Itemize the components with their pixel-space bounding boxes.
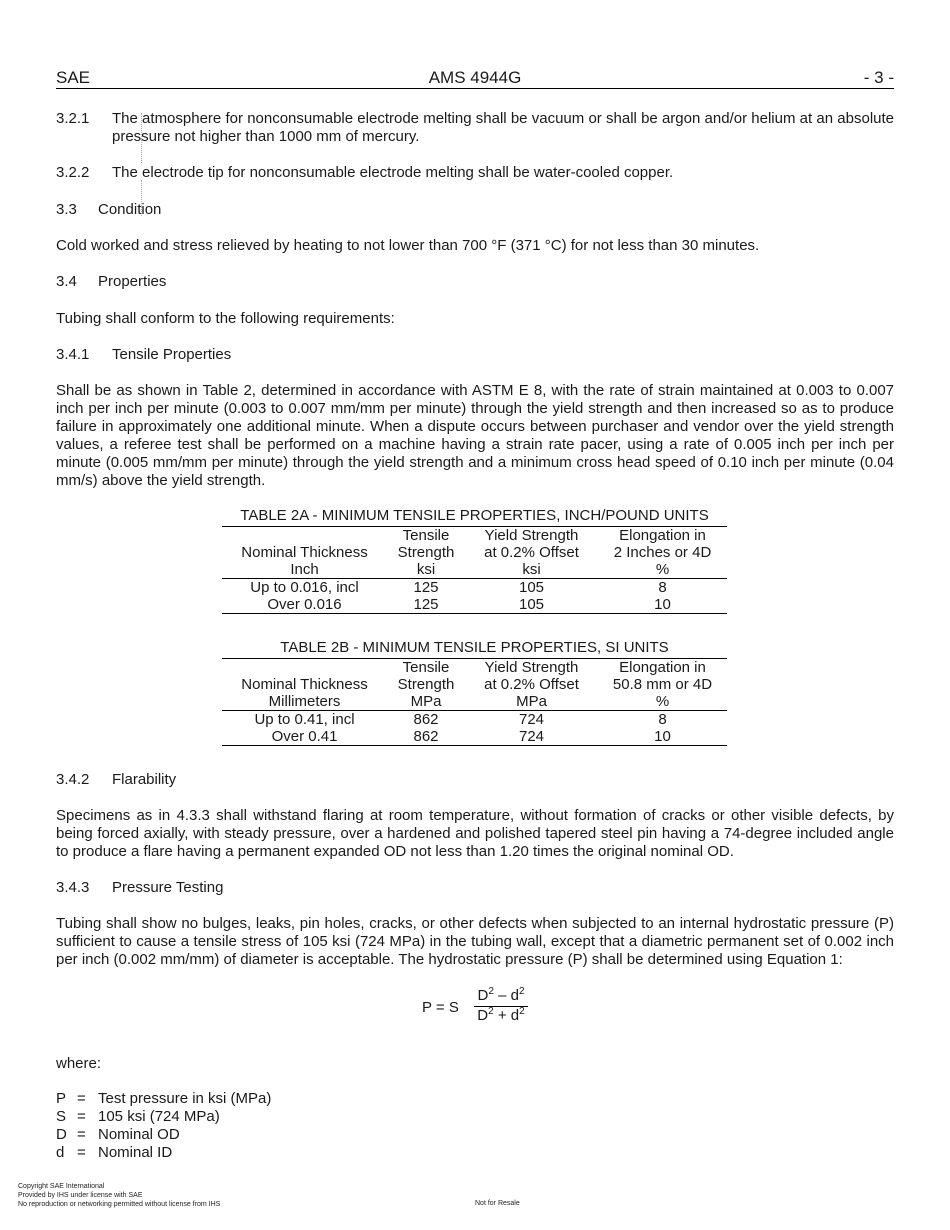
- table-header-cell: ksi: [465, 561, 598, 579]
- section-number: 3.4: [56, 273, 77, 290]
- section-3-4-1-text: Shall be as shown in Table 2, determined in accordance with ASTM E 8, with the rate of strain maintained at 0.003 to 0.007 inch per inch per minute (0.003 to 0.007 mm/mm per minute) through the yield strength and then increased so as to produce failure in approximately one additional minute. When a dispute occurs between purchaser and vendor over the yield strength values, a referee test shall be performed on a machine having a strain rate pacer, using a rate of 0.005 inch per inch per minute (0.005 mm/mm per minute) through the yield strength and a minimum cross head speed of 0.10 inch per minute (0.04 mm/s) above the yield strength.: [56, 382, 894, 489]
- section-text: The atmosphere for nonconsumable electrode melting shall be vacuum or shall be argon and/or helium at an absolute pressure not higher than 1000 mm of mercury.: [112, 110, 894, 145]
- table-cell: 105: [465, 596, 598, 614]
- section-3-3-text: Cold worked and stress relieved by heating to not lower than 700 °F (371 °C) for not less than 30 minutes.: [56, 237, 760, 254]
- section-3-2-2: [56, 164, 894, 182]
- table-header-cell: 2 Inches or 4D: [613, 544, 712, 561]
- section-text: The electrode tip for nonconsumable electrode melting shall be water-cooled copper.: [112, 164, 674, 181]
- table-header-cell: Nominal Thickness: [241, 544, 368, 561]
- section-3-4-3-text: Tubing shall show no bulges, leaks, pin holes, cracks, or other defects when subjected to an internal hydrostatic pressure (P) sufficient to cause a tensile stress of 105 ksi (724 MPa) in the tubing wall, except that a diametric permanent set of 0.002 inch per inch (0.002 mm/mm) of diameter is acceptable. The hydrostatic pressure (P) shall be determined using Equation 1:: [56, 915, 894, 968]
- table-row: [222, 728, 727, 746]
- section-3-4-text: Tubing shall conform to the following requirements:: [56, 310, 395, 327]
- table-header-cell: Millimeters: [222, 693, 387, 711]
- equation-numerator: $D^2 - d^2$: [474, 987, 528, 1007]
- table-cell: 10: [598, 728, 727, 746]
- table-header-cell: [222, 527, 387, 545]
- variable-symbol: S: [56, 1108, 67, 1125]
- section-number: 3.4.2: [56, 771, 90, 788]
- footer-provider: Provided by IHS under license with SAE: [18, 1192, 143, 1199]
- section-title: Tensile Properties: [112, 346, 232, 363]
- footer-resale: Not for Resale: [475, 1200, 520, 1207]
- table-cell: Up to 0.41, incl: [254, 711, 355, 728]
- section-title: Flarability: [112, 771, 177, 788]
- section-number: 3.2.1: [56, 110, 90, 127]
- table-caption: TABLE 2B - MINIMUM TENSILE PROPERTIES, SI UNITS: [222, 639, 727, 659]
- variable-description: Test pressure in ksi (MPa): [98, 1090, 272, 1107]
- table-cell: Over 0.016: [222, 596, 387, 614]
- table-header-cell: Nominal Thickness: [241, 676, 368, 693]
- header-page-number: - 3 -: [863, 68, 894, 87]
- table-cell: Up to 0.016, incl: [250, 579, 359, 596]
- table-cell: 862: [387, 728, 465, 746]
- footer-copyright: Copyright SAE International: [18, 1183, 105, 1190]
- variable-description: Nominal OD: [98, 1126, 180, 1143]
- table-header-cell: [222, 659, 387, 677]
- table-2b: [222, 639, 727, 746]
- table-caption: TABLE 2A - MINIMUM TENSILE PROPERTIES, INCH/POUND UNITS: [222, 507, 727, 527]
- table-row: [222, 711, 727, 729]
- table-cell: 8: [658, 711, 667, 728]
- section-title: Properties: [98, 273, 167, 290]
- section-title: Pressure Testing: [112, 879, 224, 896]
- table-header-cell: Elongation in: [619, 527, 706, 544]
- table-header-cell: Strength: [397, 544, 455, 561]
- table-header-cell: 50.8 mm or 4D: [612, 676, 713, 693]
- where-label: where:: [56, 1055, 102, 1072]
- table-header-cell: at 0.2% Offset: [484, 544, 579, 561]
- table-cell: 125: [387, 596, 465, 614]
- section-3-4-2-text: Specimens as in 4.3.3 shall withstand flaring at room temperature, without formation of cracks or other visible defects, by being forced axially, with steady pressure, over a hardened and polished tapered steel pin having a 74-degree included angle to produce a flare having a permanent expanded OD not less than 1.20 times the original nominal OD.: [56, 807, 894, 860]
- table-cell: 724: [518, 711, 545, 728]
- table-header-cell: at 0.2% Offset: [484, 676, 579, 693]
- table-header-cell: MPa: [387, 693, 465, 711]
- table-header-cell: %: [598, 693, 727, 711]
- section-number: 3.3: [56, 201, 77, 218]
- table-2a: [222, 507, 727, 614]
- variable-symbol: d: [56, 1144, 65, 1161]
- table-header-cell: %: [598, 561, 727, 579]
- table-header-cell: Strength: [397, 676, 455, 693]
- table-header-cell: Tensile: [402, 659, 450, 676]
- copyright-footer: [18, 1182, 220, 1209]
- header-doc-number: AMS 4944G: [428, 68, 522, 87]
- table-header-cell: Yield Strength: [484, 659, 579, 676]
- footer-license: No reproduction or networking permitted without license from IHS: [18, 1201, 221, 1208]
- table-header-cell: Tensile: [402, 527, 450, 544]
- section-number: 3.4.3: [56, 879, 90, 896]
- section-number: 3.2.2: [56, 164, 90, 181]
- table-header-cell: MPa: [465, 693, 598, 711]
- table-header-cell: Yield Strength: [484, 527, 579, 544]
- table-header-cell: Elongation in: [619, 659, 706, 676]
- table-row: [222, 596, 727, 614]
- section-title: Condition: [98, 201, 162, 218]
- table-cell: 105: [518, 579, 545, 596]
- table-cell: 862: [413, 711, 439, 728]
- variable-description: Nominal ID: [98, 1144, 173, 1161]
- table-cell: 8: [658, 579, 667, 596]
- table-cell: Over 0.41: [222, 728, 387, 746]
- table-cell: 10: [598, 596, 727, 614]
- variable-symbol: P: [56, 1090, 67, 1107]
- section-3-2-1: [56, 110, 894, 146]
- table-header-cell: Inch: [222, 561, 387, 579]
- equation-fraction: [474, 987, 528, 1024]
- section-number: 3.4.1: [56, 346, 90, 363]
- table-cell: 125: [413, 579, 439, 596]
- variable-description: 105 ksi (724 MPa): [98, 1108, 220, 1125]
- table-row: [222, 579, 727, 597]
- header-org: SAE: [56, 68, 91, 87]
- equation-lhs: P = S: [422, 999, 459, 1016]
- equation-1: [422, 985, 542, 1035]
- variable-symbol: D: [56, 1126, 67, 1143]
- page-header: [56, 68, 894, 89]
- equation-denominator: $D^2 + d^2$: [477, 1006, 525, 1024]
- table-cell: 724: [465, 728, 598, 746]
- table-header-cell: ksi: [387, 561, 465, 579]
